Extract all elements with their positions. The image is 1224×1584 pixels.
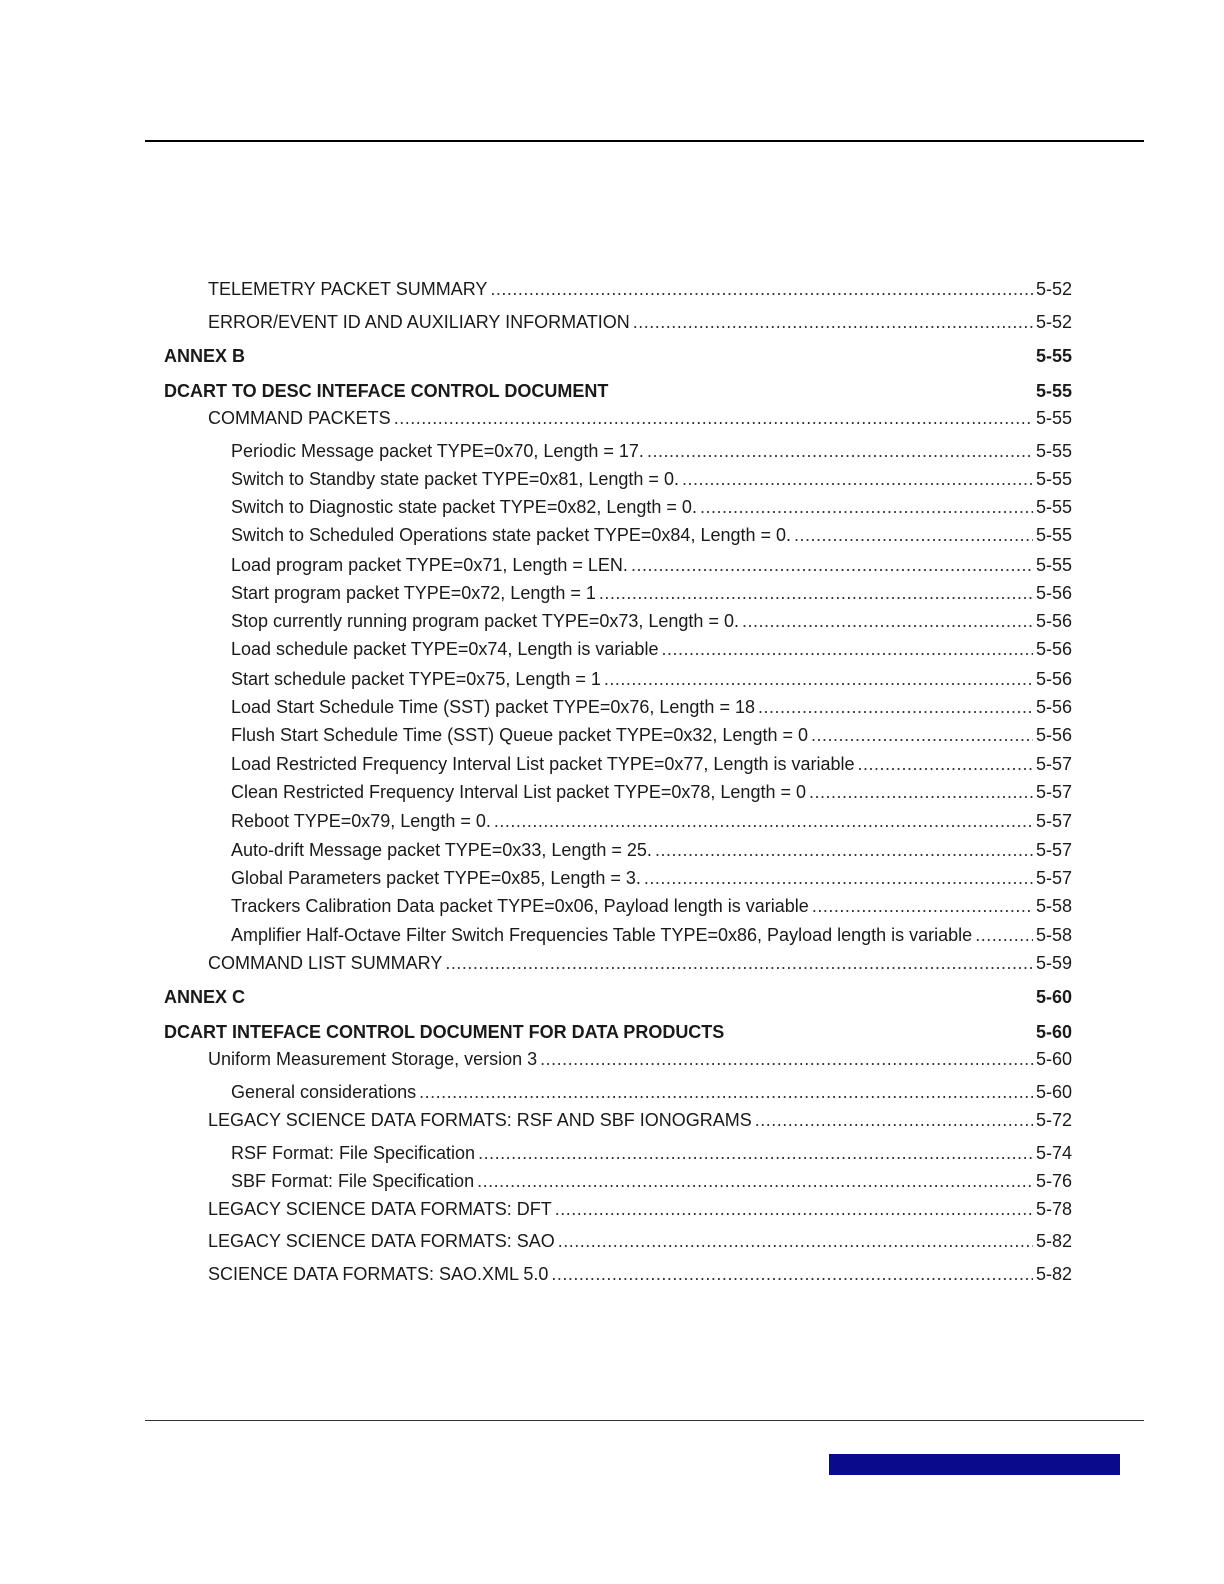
toc-entry-page: 5-55 — [1035, 408, 1072, 428]
toc-entry-title: Uniform Measurement Storage, version 3 — [208, 1049, 538, 1069]
header-rule — [145, 140, 1144, 142]
dot-leader — [604, 668, 1033, 690]
dot-leader — [555, 1198, 1033, 1220]
toc-entry-page: 5-59 — [1035, 953, 1072, 973]
toc-entry-page: 5-55 — [1035, 525, 1072, 545]
dot-leader — [655, 839, 1033, 861]
dot-leader — [758, 696, 1033, 718]
toc-entry-title: ERROR/EVENT ID AND AUXILIARY INFORMATION — [208, 312, 630, 332]
toc-entry-title: LEGACY SCIENCE DATA FORMATS: SAO — [208, 1231, 555, 1251]
toc-entry-page: 5-56 — [1035, 725, 1072, 745]
toc-heading-title: ANNEX B — [164, 346, 246, 366]
toc-entry[interactable] — [208, 952, 1072, 974]
toc-entry[interactable] — [208, 1109, 1072, 1131]
toc-entry-page: 5-56 — [1035, 583, 1072, 603]
toc-entry-page: 5-57 — [1035, 868, 1072, 888]
dot-leader — [755, 1109, 1033, 1131]
toc-heading[interactable] — [164, 380, 1072, 402]
toc-entry-page: 5-52 — [1035, 312, 1072, 332]
toc-entry-page: 5-60 — [1035, 1082, 1072, 1102]
toc-entry-page: 5-60 — [1035, 1049, 1072, 1069]
toc-entry-title: Trackers Calibration Data packet TYPE=0x06, Payload length is variable — [231, 896, 809, 916]
toc-heading-page: 5-55 — [1035, 346, 1072, 366]
dot-leader — [794, 524, 1033, 546]
toc-entry-page: 5-56 — [1035, 697, 1072, 717]
toc-entry[interactable] — [208, 1230, 1072, 1252]
toc-entry-page: 5-55 — [1035, 441, 1072, 461]
toc-entry-title: General considerations — [231, 1082, 417, 1102]
toc-entry-title: Load Start Schedule Time (SST) packet TYPE=0x76, Length = 18 — [231, 697, 755, 717]
toc-entry[interactable] — [231, 440, 1072, 462]
toc-entry[interactable] — [231, 610, 1072, 632]
toc-entry-title: SBF Format: File Specification — [231, 1171, 475, 1191]
toc-entry-page: 5-76 — [1035, 1171, 1072, 1191]
dot-leader — [700, 496, 1033, 518]
dot-leader — [477, 1170, 1033, 1192]
footer-rule — [145, 1420, 1144, 1421]
toc-heading-title: ANNEX C — [164, 987, 246, 1007]
toc-entry[interactable] — [231, 781, 1072, 803]
toc-entry[interactable] — [231, 638, 1072, 660]
toc-entry-page: 5-55 — [1035, 555, 1072, 575]
toc-entry[interactable] — [231, 554, 1072, 576]
toc-heading-page: 5-60 — [1035, 987, 1072, 1007]
toc-entry-page: 5-55 — [1035, 497, 1072, 517]
toc-entry[interactable] — [231, 839, 1072, 861]
dot-leader — [644, 867, 1033, 889]
toc-entry-title: Switch to Standby state packet TYPE=0x81, Length = 0. — [231, 469, 679, 489]
dot-leader — [811, 724, 1033, 746]
dot-leader — [445, 952, 1033, 974]
toc-entry-title: Clean Restricted Frequency Interval List packet TYPE=0x78, Length = 0 — [231, 782, 806, 802]
toc-heading-title: DCART INTEFACE CONTROL DOCUMENT FOR DATA PRODUCTS — [164, 1022, 725, 1042]
dot-leader — [599, 582, 1033, 604]
dot-leader — [494, 810, 1033, 832]
toc-entry-title: SCIENCE DATA FORMATS: SAO.XML 5.0 — [208, 1264, 549, 1284]
toc-entry-page: 5-56 — [1035, 669, 1072, 689]
toc-entry-title: Stop currently running program packet TYPE=0x73, Length = 0. — [231, 611, 739, 631]
toc-entry-title: Start program packet TYPE=0x72, Length = 1 — [231, 583, 596, 603]
toc-entry[interactable] — [208, 278, 1072, 300]
toc-heading-title: DCART TO DESC INTEFACE CONTROL DOCUMENT — [164, 381, 609, 401]
toc-entry-title: Start schedule packet TYPE=0x75, Length = 1 — [231, 669, 601, 689]
toc-entry[interactable] — [231, 1142, 1072, 1164]
toc-entry-title: Load program packet TYPE=0x71, Length = LEN. — [231, 555, 628, 575]
toc-entry-page: 5-82 — [1035, 1264, 1072, 1284]
toc-entry-title: Auto-drift Message packet TYPE=0x33, Length = 25. — [231, 840, 652, 860]
toc-entry-title: Amplifier Half-Octave Filter Switch Frequencies Table TYPE=0x86, Payload length is variable — [231, 925, 973, 945]
toc-entry-title: Load Restricted Frequency Interval List packet TYPE=0x77, Length is variable — [231, 754, 855, 774]
toc-entry[interactable] — [208, 407, 1072, 429]
toc-entry-page: 5-55 — [1035, 469, 1072, 489]
toc-entry[interactable] — [231, 1081, 1072, 1103]
toc-entry-title: Flush Start Schedule Time (SST) Queue packet TYPE=0x32, Length = 0 — [231, 725, 808, 745]
toc-entry-title: LEGACY SCIENCE DATA FORMATS: DFT — [208, 1199, 552, 1219]
dot-leader — [394, 407, 1033, 429]
toc-entry-title: COMMAND LIST SUMMARY — [208, 953, 443, 973]
toc-entry-title: Reboot TYPE=0x79, Length = 0. — [231, 811, 491, 831]
toc-heading[interactable] — [164, 1021, 1072, 1043]
toc-entry-title: LEGACY SCIENCE DATA FORMATS: RSF AND SBF IONOGRAMS — [208, 1110, 752, 1130]
toc-entry-page: 5-56 — [1035, 639, 1072, 659]
toc-entry-page: 5-72 — [1035, 1110, 1072, 1130]
toc-entry[interactable] — [208, 1048, 1072, 1070]
toc-entry-title: RSF Format: File Specification — [231, 1143, 476, 1163]
dot-leader — [478, 1142, 1033, 1164]
toc-heading-page: 5-60 — [1035, 1022, 1072, 1042]
dot-leader — [742, 610, 1033, 632]
toc-entry-title: Switch to Diagnostic state packet TYPE=0x82, Length = 0. — [231, 497, 697, 517]
toc-entry[interactable] — [231, 524, 1072, 546]
dot-leader — [490, 278, 1033, 300]
toc-entry[interactable] — [208, 1263, 1072, 1285]
dot-leader — [812, 895, 1033, 917]
toc-entry-title: Periodic Message packet TYPE=0x70, Length = 17. — [231, 441, 644, 461]
dot-leader — [419, 1081, 1033, 1103]
dot-leader — [809, 781, 1033, 803]
toc-entry[interactable] — [231, 867, 1072, 889]
toc-entry-title: COMMAND PACKETS — [208, 408, 391, 428]
dot-leader — [631, 554, 1033, 576]
toc-entry-page: 5-82 — [1035, 1231, 1072, 1251]
dot-leader — [540, 1048, 1033, 1070]
toc-heading[interactable] — [164, 345, 1072, 367]
dot-leader — [682, 468, 1033, 490]
toc-entry[interactable] — [231, 895, 1072, 917]
toc-entry-page: 5-74 — [1035, 1143, 1072, 1163]
toc-entry-page: 5-58 — [1035, 925, 1072, 945]
toc-entry[interactable] — [231, 1170, 1072, 1192]
toc-entry[interactable] — [231, 582, 1072, 604]
toc-heading-page: 5-55 — [1035, 381, 1072, 401]
toc-entry-page: 5-52 — [1035, 279, 1072, 299]
toc-entry-page: 5-57 — [1035, 782, 1072, 802]
toc-entry[interactable] — [231, 468, 1072, 490]
toc-entry-title: Global Parameters packet TYPE=0x85, Length = 3. — [231, 868, 641, 888]
toc-entry[interactable] — [208, 311, 1072, 333]
toc-entry[interactable] — [231, 496, 1072, 518]
toc-entry[interactable] — [231, 810, 1072, 832]
toc-entry-page: 5-57 — [1035, 840, 1072, 860]
toc-entry[interactable] — [231, 924, 1072, 946]
dot-leader — [633, 311, 1033, 333]
footer-color-bar — [829, 1454, 1120, 1475]
dot-leader — [975, 924, 1033, 946]
toc-entry-page: 5-57 — [1035, 754, 1072, 774]
toc-entry[interactable] — [231, 668, 1072, 690]
toc-entry-page: 5-58 — [1035, 896, 1072, 916]
dot-leader — [858, 753, 1033, 775]
toc-entry[interactable] — [208, 1198, 1072, 1220]
dot-leader — [558, 1230, 1033, 1252]
dot-leader — [551, 1263, 1033, 1285]
dot-leader — [647, 440, 1033, 462]
toc-entry-page: 5-57 — [1035, 811, 1072, 831]
toc-entry[interactable] — [231, 724, 1072, 746]
toc-entry-title: TELEMETRY PACKET SUMMARY — [208, 279, 488, 299]
toc-entry[interactable] — [231, 696, 1072, 718]
toc-entry[interactable] — [231, 753, 1072, 775]
toc-entry-page: 5-56 — [1035, 611, 1072, 631]
toc-entry-page: 5-78 — [1035, 1199, 1072, 1219]
dot-leader — [661, 638, 1033, 660]
toc-heading[interactable] — [164, 986, 1072, 1008]
toc-entry-title: Load schedule packet TYPE=0x74, Length is variable — [231, 639, 659, 659]
toc-entry-title: Switch to Scheduled Operations state packet TYPE=0x84, Length = 0. — [231, 525, 792, 545]
